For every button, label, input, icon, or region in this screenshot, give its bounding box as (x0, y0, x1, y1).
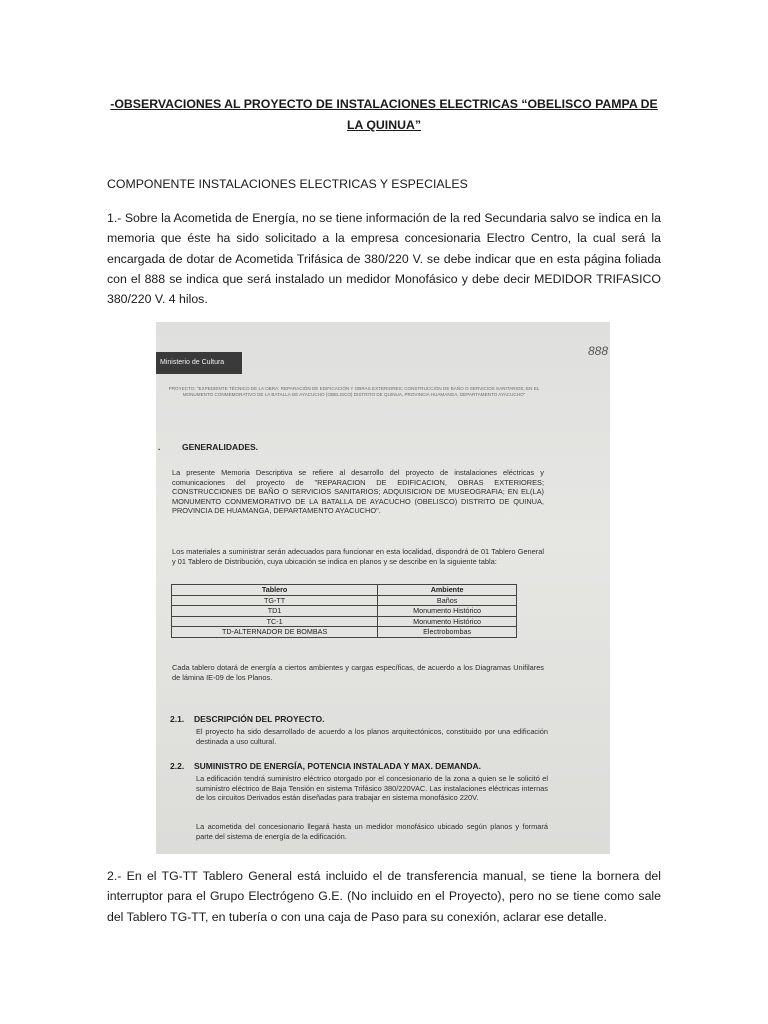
folio-page-number: 888 (587, 344, 608, 358)
table-row (172, 616, 517, 627)
table-row (172, 606, 517, 617)
table-header-row (172, 585, 517, 596)
table-cell: Baños (378, 595, 517, 606)
table-header: Ambiente (378, 585, 517, 596)
materials-paragraph: Los materiales a suministrar serán adecuados para funcionar en esta localidad, dispondrá de 01 Tablero General y 01 Tablero de Distribución, cuya ubicación se indica en planos y se describe en la siguiente tabla: (172, 547, 544, 566)
generalidades-number: . (158, 442, 161, 452)
intro-paragraph: La presente Memoria Descriptiva se refiere al desarrollo del proyecto de instalaciones eléctricas y comunicaciones del proyecto de "REPARACION DE EDIFICACION, OBRAS EXTERIORES; CONSTRUCCIONES DE BAÑO O SERVICIOS SANITARIOS; ADQUISICION DE MUSEOGRAFIA; EN EL(LA) MONUMENTO CONMEMORATIVO DE LA BATALLA DE AYACUCHO (OBELISCO) DISTRITO DE QUINUA, PROVINCIA DE HUAMANGA, DEPARTAMENTO AYACUCHO". (172, 468, 544, 516)
observation-2: 2.- En el TG-TT Tablero General está incluido el de transferencia manual, se tiene la bornera del interruptor para el Grupo Electrógeno G.E. (No incluido en el Proyecto), pero no se tiene como sale del Tablero TG-TT, en tubería o con una caja de Paso para su conexión, aclarar ese detalle. (107, 869, 661, 924)
section-2-2-body-1: La edificación tendrá suministro eléctrico otorgado por el concesionario de la zona a quien se le solicitó el suministro eléctrico de Baja Tensión en sistema Trifásico 380/220VAC. Las instalaciones eléctricas internas de los circuitos Derivados están diseñadas para trabajar en sistema monofásico 220V. (196, 774, 548, 803)
table-header: Tablero (172, 585, 378, 596)
ministry-banner: Ministerio de Cultura (156, 352, 242, 374)
table-cell: Monumento Histórico (378, 606, 517, 617)
scanned-document-image (156, 322, 610, 854)
table-row (172, 595, 517, 606)
section-2-1-body: El proyecto ha sido desarrollado de acuerdo a los planos arquitectónicos, constituido por una edificación destinada a uso cultural. (196, 727, 548, 746)
generalidades-heading (158, 442, 258, 452)
section-heading: COMPONENTE INSTALACIONES ELECTRICAS Y ESPECIALES (107, 177, 468, 191)
after-table-paragraph: Cada tablero dotará de energía a ciertos ambientes y cargas específicas, de acuerdo a los Diagramas Unifilares de lámina IE-09 de los Planos. (172, 663, 544, 682)
project-header: PROYECTO: "EXPEDIENTE TÉCNICO DE LA OBRA: REPARACIÓN DE EDIFICACIÓN Y OBRAS EXTERIORES; CONSTRUCCIÓN DE BAÑO O SERVICIOS SANITARIOS; EN EL MONUMENTO CONMEMORATIVO DE LA BATALLA DE AYACUCHO (OBELISCO) DISTRITO DE QUINUA, PROVINCIA HUAMANGA, DEPARTAMENTO AYACUCHO" (168, 386, 540, 397)
table-cell: TD1 (172, 606, 378, 617)
table-cell: Electrobombas (378, 627, 517, 638)
table-cell: TC-1 (172, 616, 378, 627)
observation-1: 1.- Sobre la Acometida de Energía, no se tiene información de la red Secundaria salvo se indica en la memoria que éste ha sido solicitado a la empresa concesionaria Electro Centro, la cual será la encargada de dotar de Acometida Trifásica de 380/220 V. se debe indicar que en esta página foliada con el 888 se indica que será instalado un medidor Monofásico y debe decir MEDIDOR TRIFASICO 380/220 V. 4 hilos. (107, 211, 661, 307)
table-cell: TG-TT (172, 595, 378, 606)
tableros-table (171, 584, 517, 638)
section-2-2-title: SUMINISTRO DE ENERGÍA, POTENCIA INSTALADA Y MAX. DEMANDA. (194, 761, 481, 771)
generalidades-title: GENERALIDADES. (182, 442, 259, 452)
section-2-1-heading (170, 714, 325, 724)
table-cell: TD-ALTERNADOR DE BOMBAS (172, 627, 378, 638)
section-2-1-title: DESCRIPCIÓN DEL PROYECTO. (194, 714, 325, 724)
page-title: -OBSERVACIONES AL PROYECTO DE INSTALACIONES ELECTRICAS “OBELISCO PAMPA DE LA QUINUA” (110, 97, 658, 132)
section-2-2-number: 2.2. (170, 761, 185, 771)
section-2-2-heading (170, 761, 481, 771)
table-row (172, 627, 517, 638)
table-cell: Monumento Histórico (378, 616, 517, 627)
section-2-2-body-2: La acometida del concesionario llegará hasta un medidor monofásico ubicado según planos y formará parte del sistema de energía de la edificación. (196, 822, 548, 841)
section-2-1-number: 2.1. (170, 714, 185, 724)
